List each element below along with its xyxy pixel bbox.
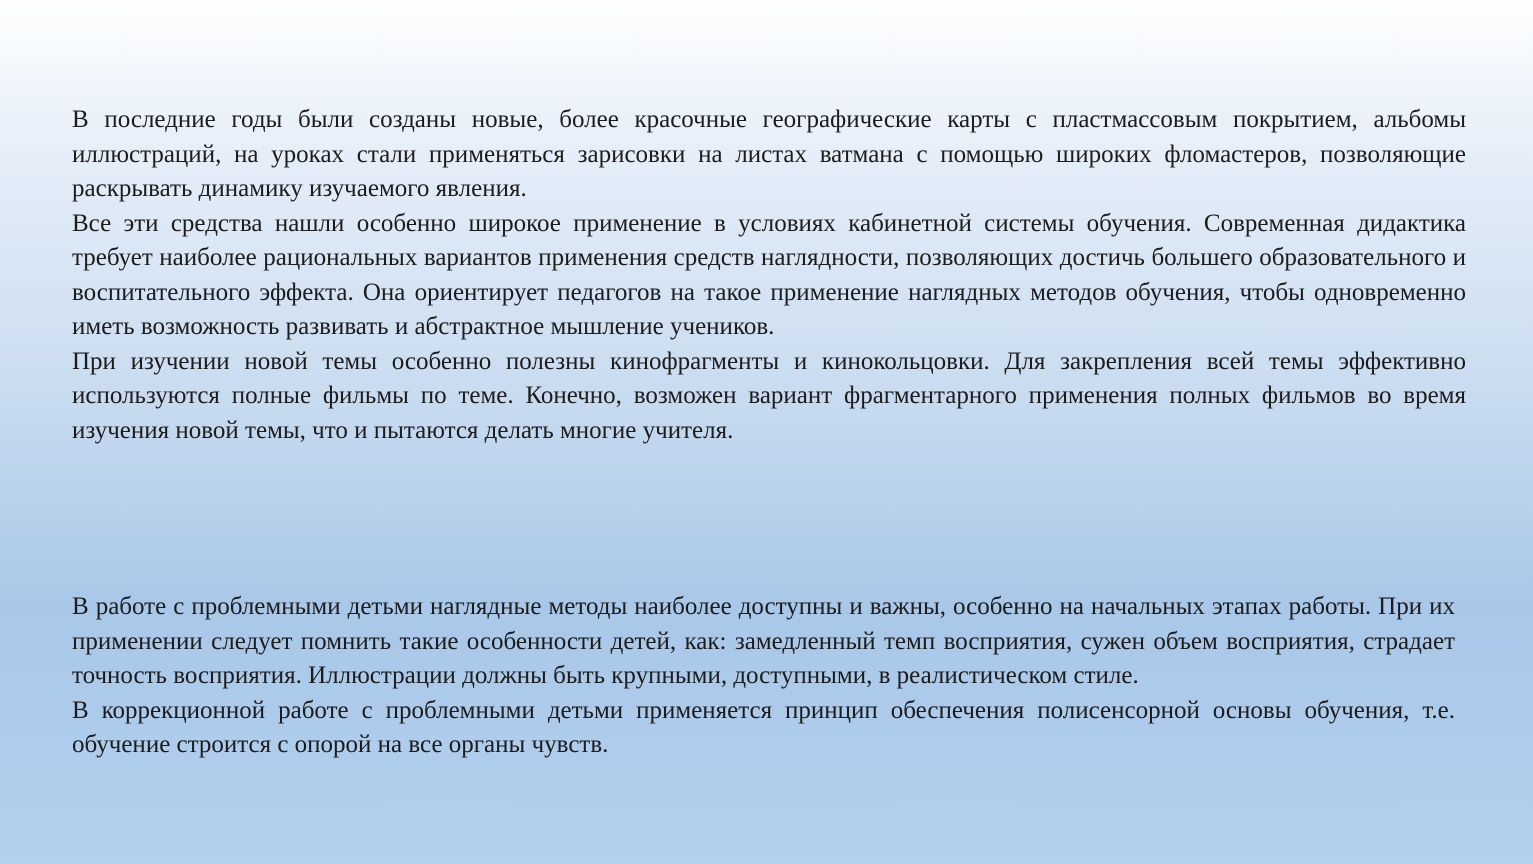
paragraph-films: При изучении новой темы особенно полезны кинофрагменты и кинокольцовки. Для закрепления всей темы эффективно используются полные фильмы по теме. Конечно, возможен вариант фрагментарного применения полных фильмов во время изучения новой темы, что и пытаются делать многие учителя. bbox=[72, 347, 1466, 444]
paragraph-maps: В последние годы были созданы новые, более красочные географические карты с пластмассовым покрытием, альбомы иллюстраций, на уроках стали применяться зарисовки на листах ватмана с помощью широких фломастеров, позволяющие раскрывать динамику изучаемого явления. bbox=[72, 106, 1466, 202]
paragraph-correction-work: В коррекционной работе с проблемными детьми применяется принцип обеспечения полисенсорной основы обучения, т.е. обучение строится с опорой на все органы чувств. bbox=[72, 696, 1455, 758]
bottom-text-block bbox=[72, 590, 1455, 763]
top-text-block bbox=[72, 103, 1466, 448]
paragraph-problem-children: В работе с проблемными детьми наглядные методы наиболее доступны и важны, особенно на начальных этапах работы. При их применении следует помнить такие особенности детей, как: замедленный темп восприятия, сужен объем восприятия, страдает точность восприятия. Иллюстрации должны быть крупными, доступными, в реалистическом стиле. bbox=[72, 593, 1455, 689]
paragraph-cabinet-system: Все эти средства нашли особенно широкое применение в условиях кабинетной системы обучения. Современная дидактика требует наиболее рациональных вариантов применения средств наглядности, позволяющих достичь большего образовательного и воспитательного эффекта. Она ориентирует педагогов на такое применение наглядных методов обучения, чтобы одновременно иметь возможность развивать и абстрактное мышление учеников. bbox=[72, 209, 1466, 340]
